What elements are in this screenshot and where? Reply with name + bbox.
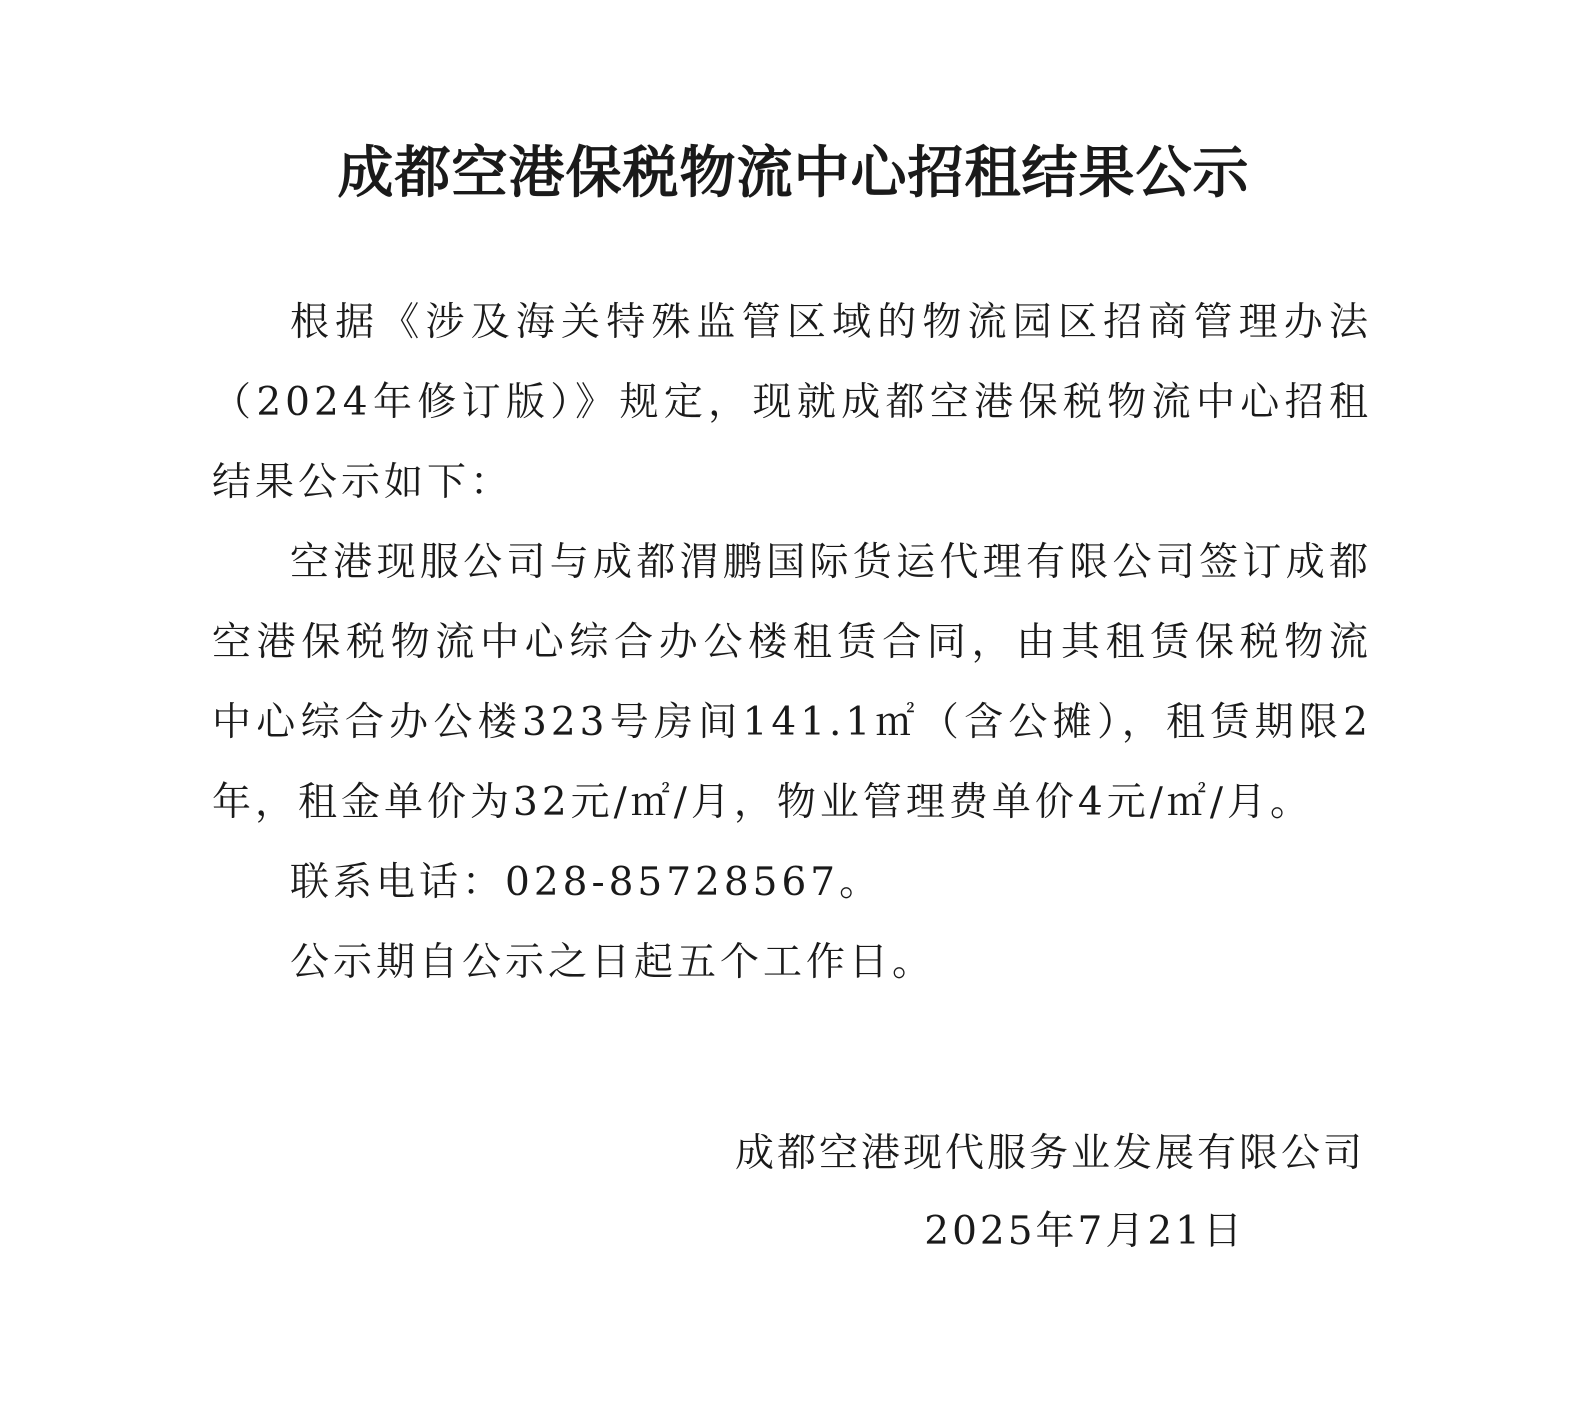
document-body — [212, 283, 1372, 1003]
paragraph-lease-details: 空港现服公司与成都渭鹏国际货运代理有限公司签订成都空港保税物流中心综合办公楼租赁合同，由其租赁保税物流中心综合办公楼323号房间141.1㎡（含公摊），租赁期限2年，租金单价为32元/㎡/月，物业管理费单价4元/㎡/月。 — [212, 540, 1372, 825]
paragraph-contact-phone: 联系电话：028-85728567。 — [290, 860, 883, 905]
signature-company: 成都空港现代服务业发展有限公司 — [734, 1131, 1365, 1176]
signature-block — [735, 1115, 1365, 1271]
paragraph-notice-period: 公示期自公示之日起五个工作日。 — [290, 940, 936, 985]
signature-date: 2025年7月21日 — [924, 1209, 1245, 1254]
paragraph-basis: 根据《涉及海关特殊监管区域的物流园区招商管理办法（2024年修订版）》规定，现就成都空港保税物流中心招租结果公示如下： — [212, 300, 1372, 505]
document-title: 成都空港保税物流中心招租结果公示 — [337, 140, 1250, 206]
